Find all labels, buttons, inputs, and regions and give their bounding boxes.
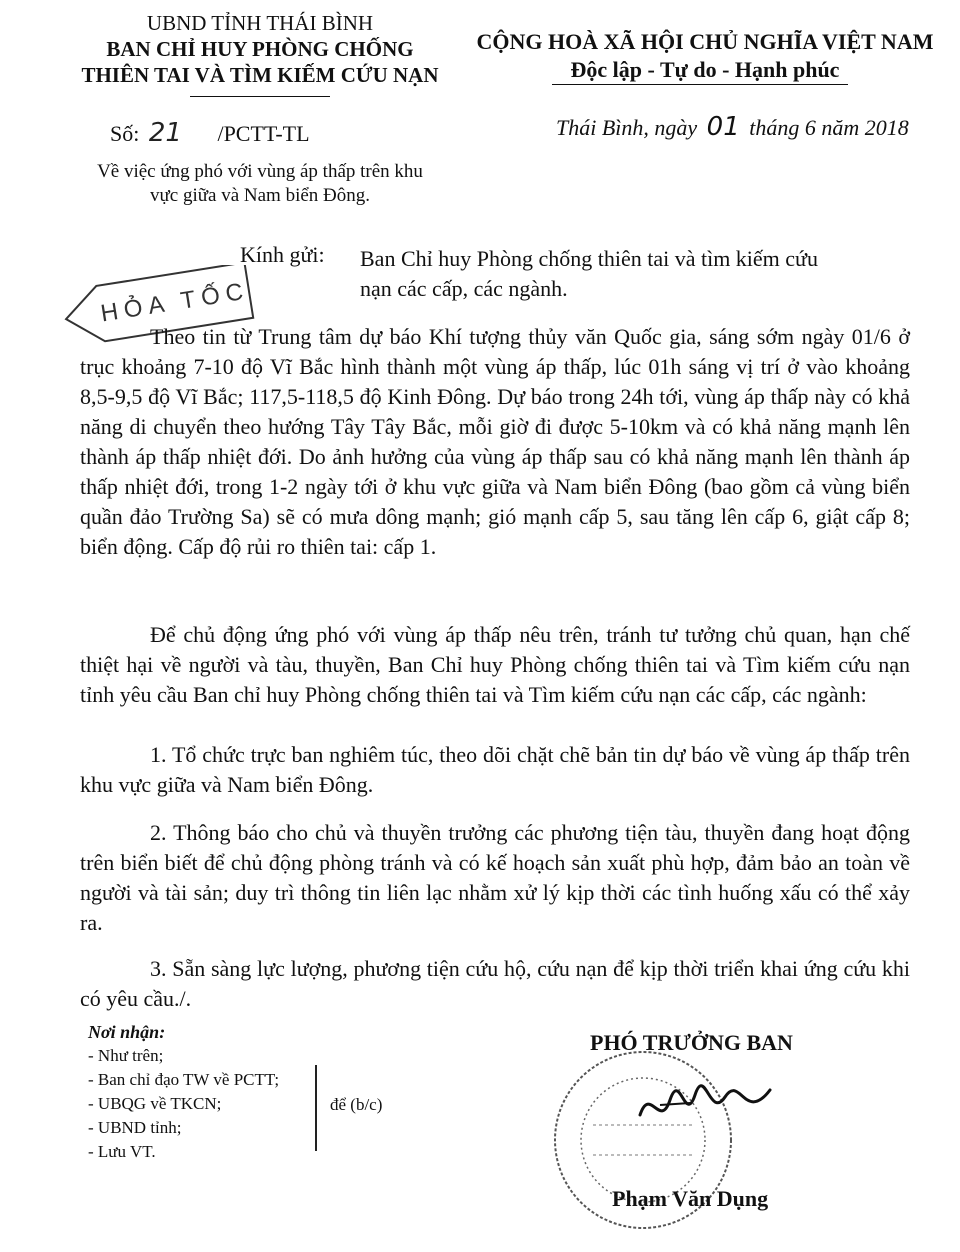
- doc-number-prefix: Số:: [110, 121, 140, 146]
- subject-line-1: Về việc ứng phó với vùng áp thấp trên khu: [97, 161, 423, 182]
- recipients-block: [88, 1020, 279, 1164]
- recipient-item: - Như trên;: [88, 1046, 164, 1065]
- signer-name: Phạm Văn Dụng: [612, 1186, 769, 1211]
- national-heading: [470, 28, 940, 84]
- date-suffix: tháng 6 năm 2018: [749, 115, 909, 140]
- document-number: [110, 118, 310, 148]
- doc-number-handwritten: 21: [148, 118, 182, 148]
- paragraph-forecast: Theo tin từ Trung tâm dự báo Khí tượng thủy văn Quốc gia, sáng sớm ngày 01/6 ở trục khoảng 7-10 độ Vĩ Bắc hình thành một vùng áp thấp, lúc 01h sáng vị trí ở vào khoảng 8,5-9,5 độ Vĩ Bắc; 117,5-118,5 độ Kinh Đông. Dự báo trong 24h tới, vùng áp thấp này có khả năng di chuyển theo hướng Tây Tây Bắc, mỗi giờ đi được 5-10km và có khả năng mạnh lên thành áp thấp nhiệt đới. Do ảnh hưởng của vùng áp thấp sau có khả năng mạnh lên thành áp thấp nhiệt đới, trong 1-2 ngày tới ở khu vực giữa và Nam biển Đông (bao gồm cả vùng biển quần đảo Trường Sa) sẽ có mưa dông mạnh; gió mạnh cấp 5, sau tăng lên cấp 6, giật cấp 8; biển động. Cấp độ rủi ro thiên tai: cấp 1.: [80, 324, 910, 559]
- authority-committee: BAN CHỈ HUY PHÒNG CHỐNG: [106, 37, 414, 61]
- national-motto: Độc lập - Tự do - Hạnh phúc: [570, 57, 840, 82]
- recipient-item: - Lưu VT.: [88, 1142, 156, 1161]
- national-title: CỘNG HOÀ XÃ HỘI CHỦ NGHĨA VIỆT NAM: [476, 29, 934, 54]
- recipients-bracket: [315, 1065, 317, 1151]
- date-prefix: Thái Bình, ngày: [556, 115, 698, 140]
- paragraph-item-1: 1. Tổ chức trực ban nghiêm túc, theo dõi chặt chẽ bản tin dự báo về vùng áp thấp trên khu vực giữa và Nam biển Đông.: [80, 742, 910, 797]
- doc-number-suffix: /PCTT-TL: [217, 121, 310, 146]
- paragraph-item-2: 2. Thông báo cho chủ và thuyền trưởng các phương tiện tàu, thuyền đang hoạt động trên biển biết để chủ động phòng tránh và có kế hoạch sản xuất phù hợp, đảm bảo an toàn về người và tài sản; duy trì thông tin liên lạc nhằm xử lý kịp thời các tình huống xấu có thể xảy ra.: [80, 820, 910, 935]
- signer-position: PHÓ TRƯỞNG BAN: [590, 1030, 793, 1055]
- recipient-item: - UBQG về TKCN;: [88, 1094, 222, 1113]
- addressee-label: Kính gửi:: [240, 242, 325, 267]
- recipients-title: Nơi nhận:: [88, 1022, 166, 1042]
- urgent-stamp-text: HỎA TỐC: [98, 277, 251, 328]
- header-right-underline: [552, 84, 848, 85]
- recipient-item: - Ban chỉ đạo TW về PCTT;: [88, 1070, 280, 1089]
- authority-committee-cont: THIÊN TAI VÀ TÌM KIẾM CỨU NẠN: [81, 63, 439, 87]
- addressee-line-2: nạn các cấp, các ngành.: [360, 276, 568, 301]
- subject: [60, 160, 460, 208]
- issuing-authority: [55, 10, 465, 88]
- paragraph-request: Để chủ động ứng phó với vùng áp thấp nêu trên, tránh tư tưởng chủ quan, hạn chế thiệt hại về người và tàu, thuyền, Ban Chỉ huy Phòng chống thiên tai và Tìm kiếm cứu nạn tỉnh yêu cầu Ban chỉ huy Phòng chống thiên tai và Tìm kiếm cứu nạn các cấp, các ngành:: [80, 622, 910, 707]
- authority-province: UBND TỈNH THÁI BÌNH: [146, 11, 374, 35]
- paragraph-item-3: 3. Sẵn sàng lực lượng, phương tiện cứu hộ, cứu nạn để kịp thời triển khai ứng cứu khi có yêu cầu./.: [80, 956, 910, 1011]
- addressee-line-1: Ban Chỉ huy Phòng chống thiên tai và tìm kiếm cứu: [360, 246, 818, 271]
- signature-icon: [630, 1075, 780, 1135]
- recipients-purpose: để (b/c): [330, 1095, 383, 1114]
- recipient-item: - UBND tỉnh;: [88, 1118, 182, 1137]
- date-line: [556, 112, 909, 142]
- header-left-underline: [190, 96, 330, 97]
- subject-line-2: vực giữa và Nam biển Đông.: [149, 185, 371, 206]
- date-day-handwritten: 01: [706, 112, 740, 142]
